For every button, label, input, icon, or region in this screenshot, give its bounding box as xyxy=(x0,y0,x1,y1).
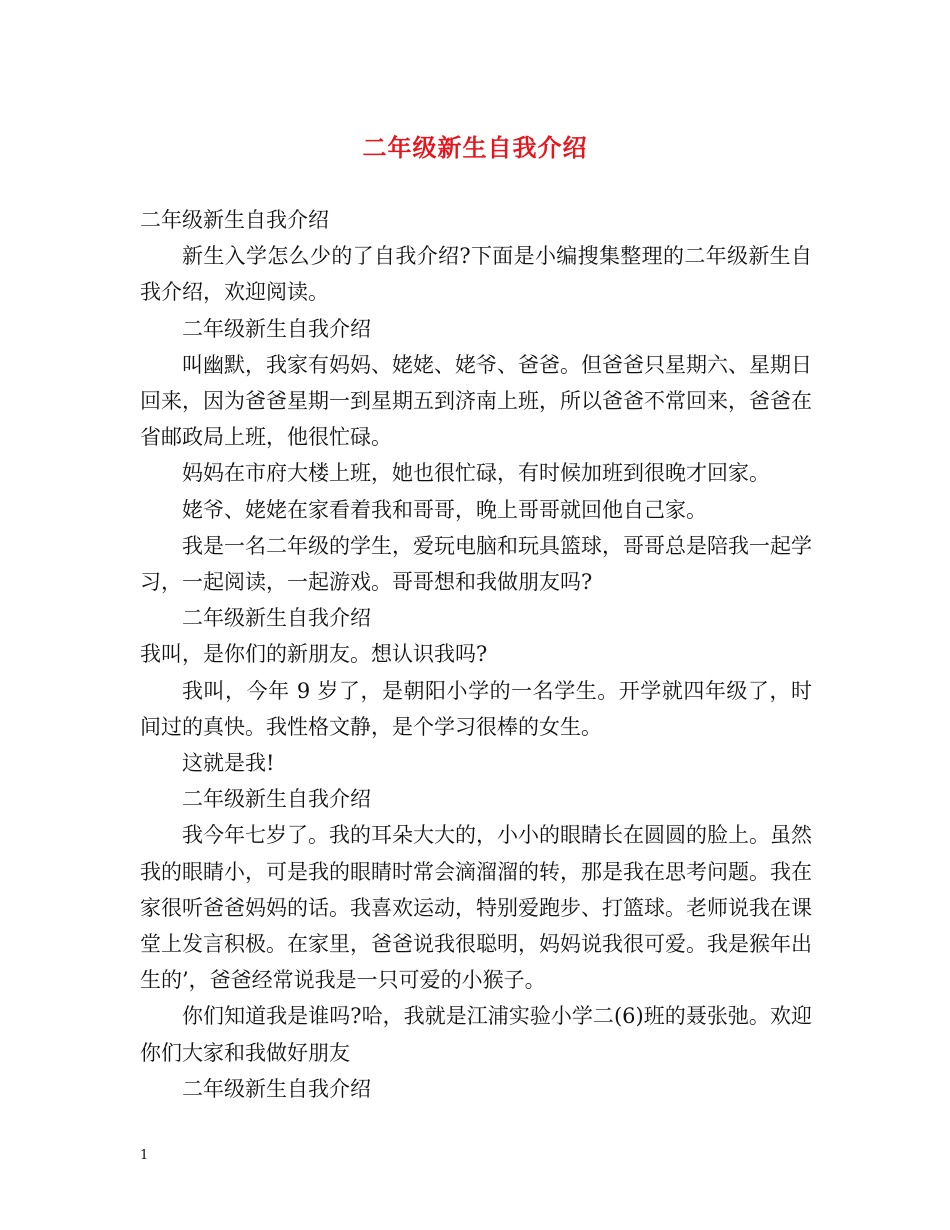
paragraph: 二年级新生自我介绍 xyxy=(182,606,371,631)
paragraph: 叫幽默，我家有妈妈、姥姥、姥爷、爸爸。但爸爸只星期六、星期日回来，因为爸爸星期一到星期五到济南上班，所以爸爸不常回来，爸爸在省邮政局上班，他很忙碌。 xyxy=(140,352,812,450)
paragraph: 妈妈在市府大楼上班，她也很忙碌，有时候加班到很晚才回家。 xyxy=(182,461,770,486)
paragraph: 新生入学怎么少的了自我介绍?下面是小编搜集整理的二年级新生自我介绍，欢迎阅读。 xyxy=(140,244,812,305)
paragraph: 我今年七岁了。我的耳朵大大的，小小的眼睛长在圆圆的脸上。虽然我的眼睛小，可是我的眼睛时常会滴溜溜的转，那是我在思考问题。我在家很听爸爸妈妈的话。我喜欢运动，特别爱跑步、打篮球。老师说我在课堂上发言积极。在家里，爸爸说我很聪明，妈妈说我很可爱。我是猴年出生的’，爸爸经常说我是一只可爱的小猴子。 xyxy=(140,823,812,993)
paragraph: 二年级新生自我介绍 xyxy=(182,787,371,812)
paragraph: 二年级新生自我介绍 xyxy=(140,208,329,232)
document-title: 二年级新生自我介绍 xyxy=(362,133,588,162)
paragraph: 我叫，是你们的新朋友。想认识我吗? xyxy=(140,642,488,667)
page-number: 1 xyxy=(140,1148,149,1163)
paragraph: 这就是我! xyxy=(182,751,275,776)
document-body xyxy=(140,202,812,1107)
paragraph: 二年级新生自我介绍 xyxy=(182,316,371,341)
paragraph: 你们知道我是谁吗?哈，我就是江浦实验小学二(6)班的聂张弛。欢迎你们大家和我做好朋友 xyxy=(140,1004,812,1065)
paragraph: 姥爷、姥姥在家看着我和哥哥，晚上哥哥就回他自己家。 xyxy=(182,497,707,522)
paragraph: 二年级新生自我介绍 xyxy=(182,1076,371,1101)
paragraph: 我是一名二年级的学生，爱玩电脑和玩具篮球，哥哥总是陪我一起学习，一起阅读，一起游戏。哥哥想和我做朋友吗? xyxy=(140,533,812,595)
paragraph: 我叫，今年 9 岁了，是朝阳小学的一名学生。开学就四年级了，时间过的真快。我性格文静，是个学习很棒的女生。 xyxy=(140,678,812,739)
